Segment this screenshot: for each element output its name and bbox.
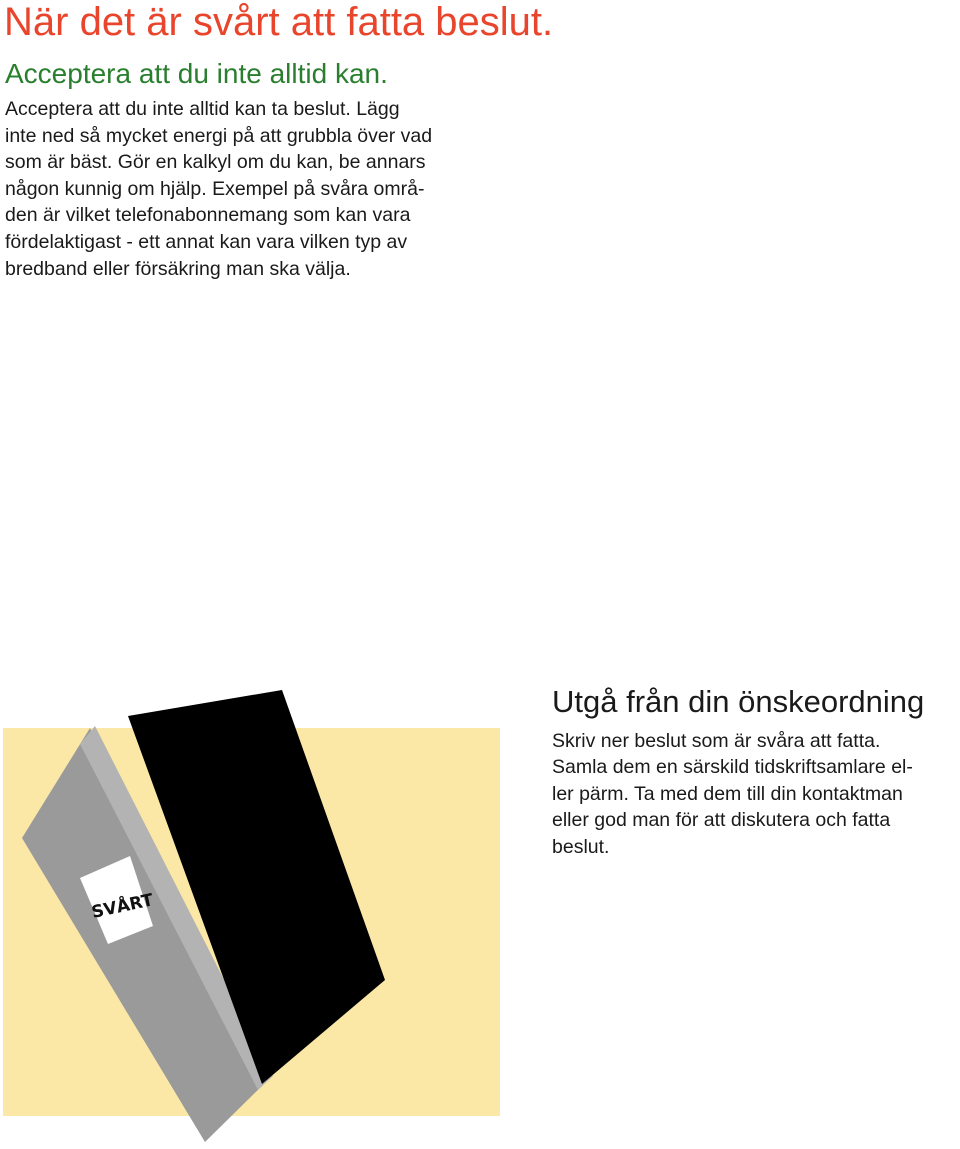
section-body (5, 96, 495, 282)
aside-line: Samla dem en särskild tidskriftsamlare el- (552, 756, 913, 779)
body-line: fördelaktigast - ett annat kan vara vilken typ av (5, 230, 408, 253)
binder-label: SVÅRT (89, 890, 156, 923)
aside-body (552, 728, 952, 860)
binder-illustration (0, 680, 510, 1149)
page-title: När det är svårt att fatta beslut. (4, 0, 554, 44)
aside-line: Skriv ner beslut som är svåra att fatta. (552, 730, 881, 752)
body-line: någon kunnig om hjälp. Exempel på svåra områ- (5, 177, 425, 200)
body-line: Acceptera att du inte alltid kan ta beslut. Lägg (5, 98, 400, 120)
body-line: bredband eller försäkring man ska välja. (5, 257, 351, 280)
aside-line: eller god man för att diskutera och fatta (552, 809, 891, 832)
body-line: den är vilket telefonabonnemang som kan vara (5, 204, 411, 227)
section-heading: Acceptera att du inte alltid kan. (5, 58, 388, 89)
aside-heading: Utgå från din önskeordning (552, 684, 925, 719)
body-line: inte ned så mycket energi på att grubbla över vad (5, 124, 433, 147)
aside-line: beslut. (552, 835, 610, 858)
body-line: som är bäst. Gör en kalkyl om du kan, be annars (5, 151, 426, 174)
aside-line: ler pärm. Ta med dem till din kontaktman (552, 782, 903, 805)
